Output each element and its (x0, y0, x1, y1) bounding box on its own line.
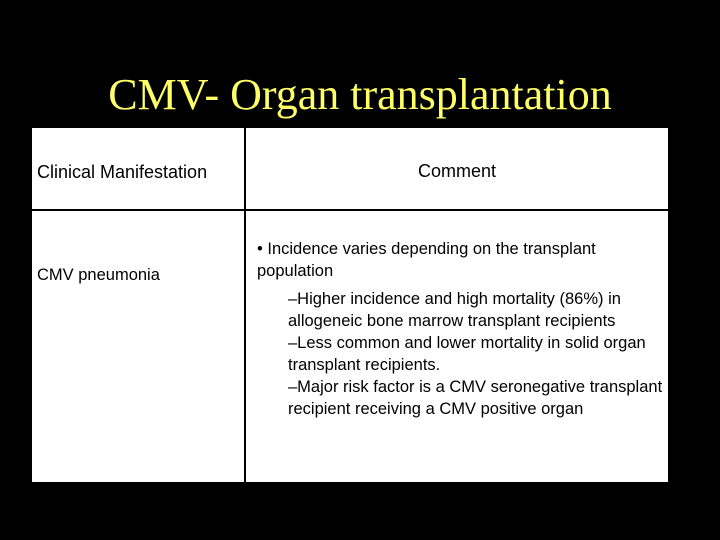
slide-title: CMV- Organ transplantation (108, 70, 612, 119)
manifestation-table (32, 128, 668, 482)
comment-bullet: • Incidence varies depending on the transplant population (257, 240, 596, 280)
header-clinical-manifestation: Clinical Manifestation (37, 162, 208, 182)
comment-subitem: –Higher incidence and high mortality (86%) in allogeneic bone marrow transplant recipients (288, 290, 621, 330)
header-divider (32, 209, 668, 211)
comment-sublist (288, 288, 663, 420)
manifestation-cell: CMV pneumonia (37, 266, 160, 284)
comment-subitem: –Less common and lower mortality in solid organ transplant recipients. (288, 334, 646, 374)
comment-subitem: –Major risk factor is a CMV seronegative transplant recipient receiving a CMV positive organ (288, 378, 663, 418)
header-comment: Comment (417, 161, 497, 181)
